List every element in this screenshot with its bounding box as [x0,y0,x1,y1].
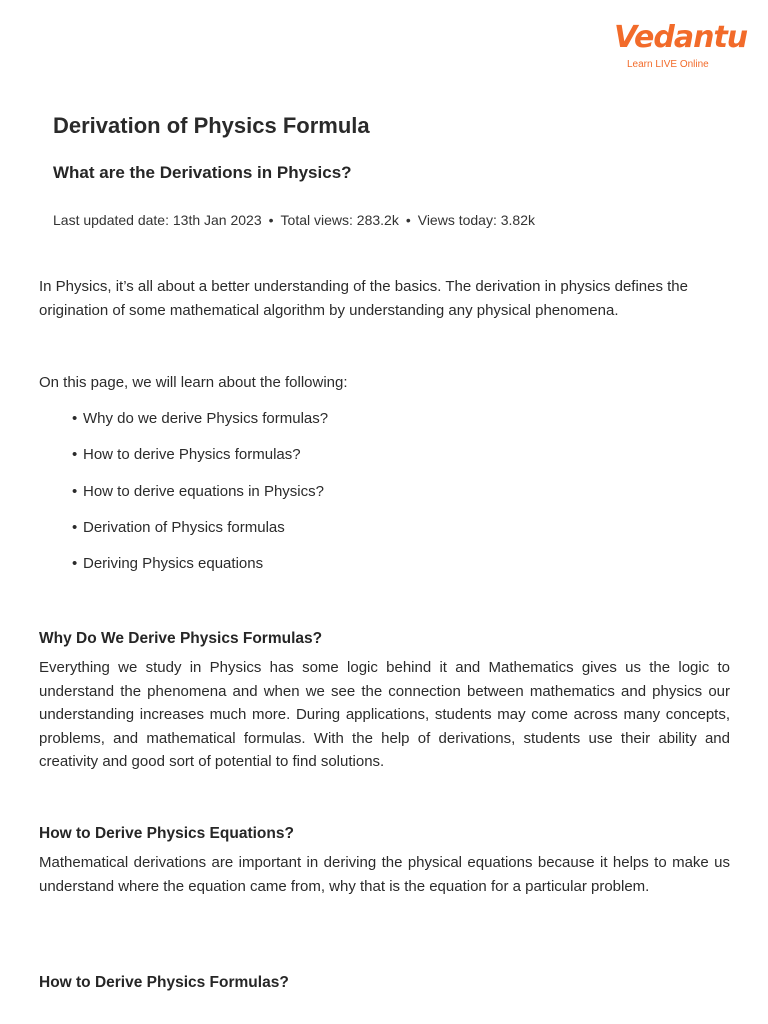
views-today: Views today: 3.82k [417,212,535,228]
section-body-derive-equations: Mathematical derivations are important in deriving the physical equations because it helps to make us understand where the equation came from, why that is the equation for a particular problem. [39,854,730,895]
list-item-text: Why do we derive Physics formulas? [83,410,329,427]
list-item [72,519,328,555]
section-heading-why-derive: Why Do We Derive Physics Formulas? [39,630,323,647]
bullet-icon: • [72,410,78,427]
list-item [72,555,328,591]
list-item-text: Derivation of Physics formulas [83,518,285,536]
list-item-text: How to derive equations in Physics? [83,482,324,500]
bullet-icon: • [72,482,78,500]
bullet-icon: • [72,555,78,573]
page-subtitle: What are the Derivations in Physics? [53,163,352,182]
intro-paragraph: In Physics, it’s all about a better understanding of the basics. The derivation in physics defines the origination of some mathematical algorithm by understanding any physical phenomena. [39,278,688,319]
topics-list [72,410,328,591]
bullet-icon: • [72,446,78,464]
section-body-why-derive: Everything we study in Physics has some logic behind it and Mathematics gives us the logic to understand the phenomena and when we see the connection between mathematics and physics our understanding increases much more. During applications, students may come across many concepts, problems, and mathematical formulas. With the help of derivations, students use their ability and creativity and good sort of potential to find solutions. [39,659,730,770]
last-updated-date: Last updated date: 13th Jan 2023 [53,212,262,228]
list-item [72,410,328,446]
vedantu-logo[interactable] [614,20,748,72]
total-views: Total views: 283.2k [280,212,399,228]
logo-wordmark: Vedantu [614,20,748,55]
article-meta [53,211,535,229]
list-item [72,446,328,482]
page-title: Derivation of Physics Formula [53,113,370,138]
list-item-text: Deriving Physics equations [83,555,264,573]
section-heading-derive-formulas: How to Derive Physics Formulas? [39,974,289,991]
meta-separator: • [405,212,411,228]
section-heading-derive-equations: How to Derive Physics Equations? [39,825,294,842]
bullet-icon: • [72,518,78,536]
list-item-text: How to derive Physics formulas? [83,446,301,464]
logo-tagline: Learn LIVE Online [627,59,709,70]
list-item [72,483,328,519]
meta-separator: • [268,212,274,228]
list-intro: On this page, we will learn about the following: [39,374,348,391]
